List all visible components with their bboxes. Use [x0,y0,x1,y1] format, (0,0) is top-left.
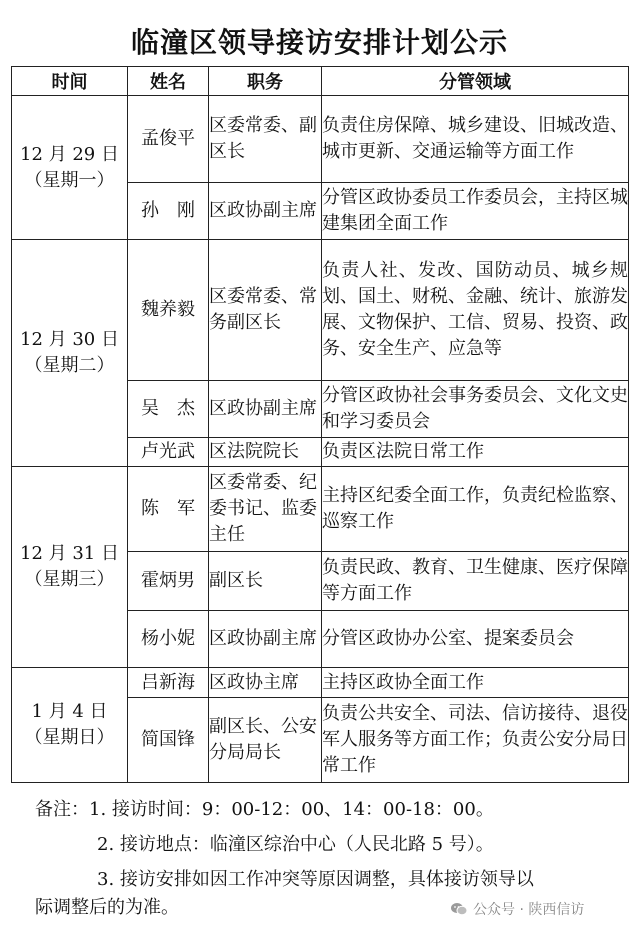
leader-duty: 分管区政协办公室、提案委员会 [322,611,629,668]
leader-name: 孙 刚 [128,183,209,240]
leader-duty: 负责民政、教育、卫生健康、医疗保障等方面工作 [322,552,629,611]
date-text: 12 月 31 日 [20,543,119,564]
leader-position: 区法院院长 [209,438,322,467]
leader-name: 吴 杰 [128,381,209,438]
table-row [12,240,629,381]
leader-duty: 负责区法院日常工作 [322,438,629,467]
leader-position: 区政协副主席 [209,611,322,668]
leader-position: 区委常委、纪委书记、监委主任 [209,467,322,552]
weekday-text: （星期二） [24,355,115,376]
weekday-text: （星期日） [24,727,115,748]
leader-name: 杨小妮 [128,611,209,668]
watermark-text: 公众号 · 陕西信访 [473,902,585,918]
header-duty: 分管领域 [322,67,629,96]
note-text: 2. 接访地点：临潼区综治中心（人民北路 5 号）。 [97,834,494,855]
table-row [12,668,629,698]
date-text: 1 月 4 日 [31,701,108,722]
date-text: 12 月 29 日 [20,143,119,165]
leader-duty: 主持区纪委全面工作，负责纪检监察、巡察工作 [322,467,629,552]
leader-name: 魏养毅 [128,240,209,381]
leader-duty: 负责住房保障、城乡建设、旧城改造、城市更新、交通运输等方面工作 [322,96,629,183]
table-header-row [12,67,629,96]
table-row [12,467,629,552]
leader-position: 区政协副主席 [209,381,322,438]
page-title: 临潼区领导接访安排计划公示 [130,26,508,59]
leader-duty: 主持区政协全面工作 [322,668,629,698]
schedule-table [11,66,629,783]
notes-prefix: 备注： [35,799,89,820]
date-cell [12,668,128,783]
leader-duty: 分管区政协委员工作委员会，主持区城建集团全面工作 [322,183,629,240]
leader-position: 区委常委、副区长 [209,96,322,183]
header-time: 时间 [12,67,128,96]
header-position: 职务 [209,67,322,96]
leader-duty: 负责人社、发改、国防动员、城乡规划、国土、财税、金融、统计、旅游发展、文物保护、工信、贸易、投资、政务、安全生产、应急等 [322,240,629,381]
leader-name: 简国锋 [128,698,209,783]
leader-duty: 负责公共安全、司法、信访接待、退役军人服务等方面工作；负责公安分局日常工作 [322,698,629,783]
leader-position: 副区长 [209,552,322,611]
leader-position: 区委常委、常务副区长 [209,240,322,381]
watermark [450,899,584,919]
header-name: 姓名 [128,67,209,96]
note-text-continued: 际调整后的为准。 [35,897,179,918]
date-cell [12,96,128,240]
leader-name: 吕新海 [128,668,209,698]
note-line-1 [35,796,620,824]
date-text: 12 月 30 日 [20,329,119,350]
leader-position: 副区长、公安分局局长 [209,698,322,783]
weekday-text: （星期一） [24,169,115,191]
leader-name: 霍炳男 [128,552,209,611]
wechat-icon [450,902,468,916]
leader-name: 卢光武 [128,438,209,467]
date-cell [12,467,128,668]
note-line-2 [35,831,620,859]
leader-position: 区政协主席 [209,668,322,698]
table-row [12,96,629,183]
date-cell [12,240,128,467]
leader-name: 陈 军 [128,467,209,552]
leader-duty: 分管区政协社会事务委员会、文化文史和学习委员会 [322,381,629,438]
note-text: 1. 接访时间：9：00-12：00、14：00-18：00。 [89,799,494,820]
leader-name: 孟俊平 [128,96,209,183]
note-text: 3. 接访安排如因工作冲突等原因调整，具体接访领导以 [97,869,534,890]
leader-position: 区政协副主席 [209,183,322,240]
weekday-text: （星期三） [24,569,115,590]
